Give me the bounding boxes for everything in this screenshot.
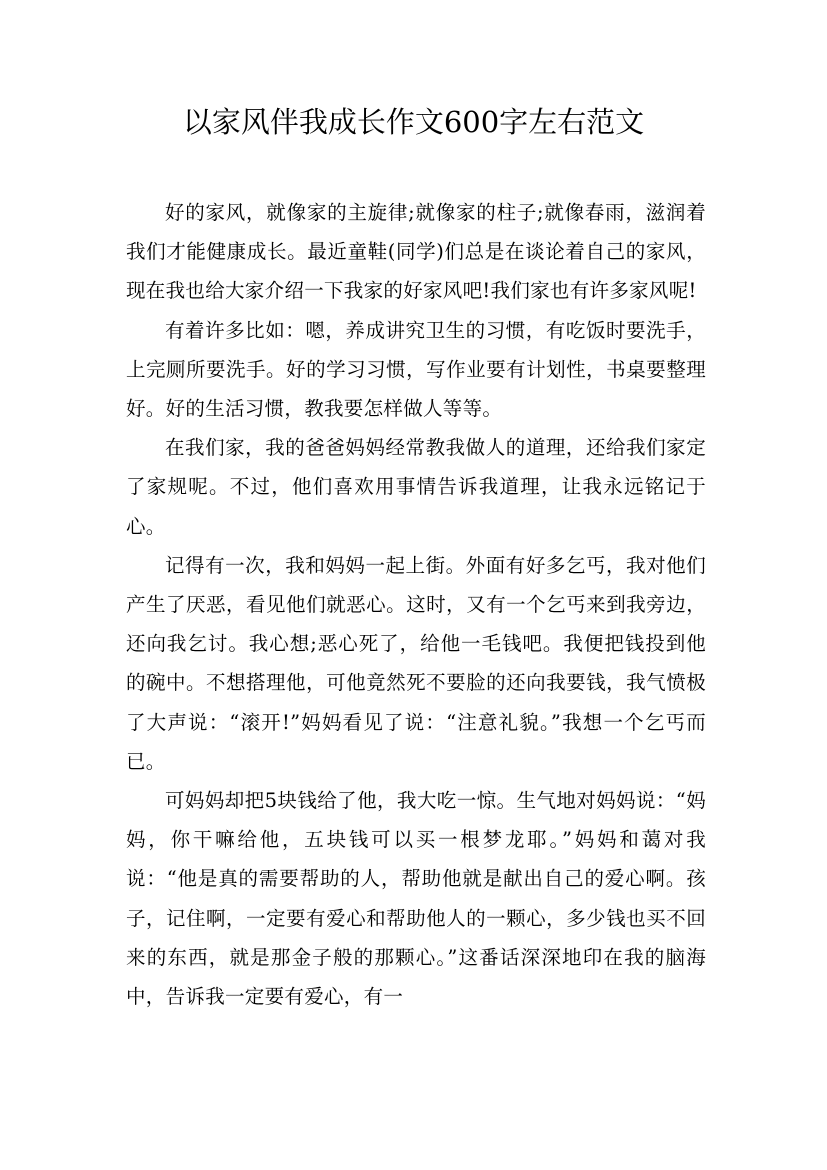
document-body — [126, 193, 706, 1016]
paragraph-1: 好的家风，就像家的主旋律;就像家的柱子;就像春雨，滋润着我们才能健康成长。最近童鞋(同学)们总是在谈论着自己的家风，现在我也给大家介绍一下我家的好家风吧!我们家也有许多家风呢! — [126, 201, 706, 303]
paragraph-3: 在我们家，我的爸爸妈妈经常教我做人的道理，还给我们家定了家规呢。不过，他们喜欢用事情告诉我道理，让我永远铭记于心。 — [126, 436, 706, 538]
paragraph-5: 可妈妈却把5块钱给了他，我大吃一惊。生气地对妈妈说：“妈妈，你干嘛给他，五块钱可以买一根梦龙耶。”妈妈和蔼对我说：“他是真的需要帮助的人，帮助他就是献出自己的爱心啊。孩子，记住啊，一定要有爱心和帮助他人的一颗心，多少钱也买不回来的东西，就是那金子般的那颗心。”这番话深深地印在我的脑海中，告诉我一定要有爱心，有一 — [126, 789, 706, 1009]
paragraph-4: 记得有一次，我和妈妈一起上街。外面有好多乞丐，我对他们产生了厌恶，看见他们就恶心。这时，又有一个乞丐来到我旁边，还向我乞讨。我心想;恶心死了，给他一毛钱吧。我便把钱投到他的碗中。不想搭理他，可他竟然死不要脸的还向我要钱，我气愤极了大声说：“滚开!”妈妈看见了说：“注意礼貌。”我想一个乞丐而已。 — [126, 553, 706, 773]
paragraph-2: 有着许多比如：嗯，养成讲究卫生的习惯，有吃饭时要洗手，上完厕所要洗手。好的学习习惯，写作业要有计划性，书桌要整理好。好的生活习惯，教我要怎样做人等等。 — [126, 318, 706, 421]
document-title: 以家风伴我成长作文600字左右范文 — [182, 105, 645, 139]
